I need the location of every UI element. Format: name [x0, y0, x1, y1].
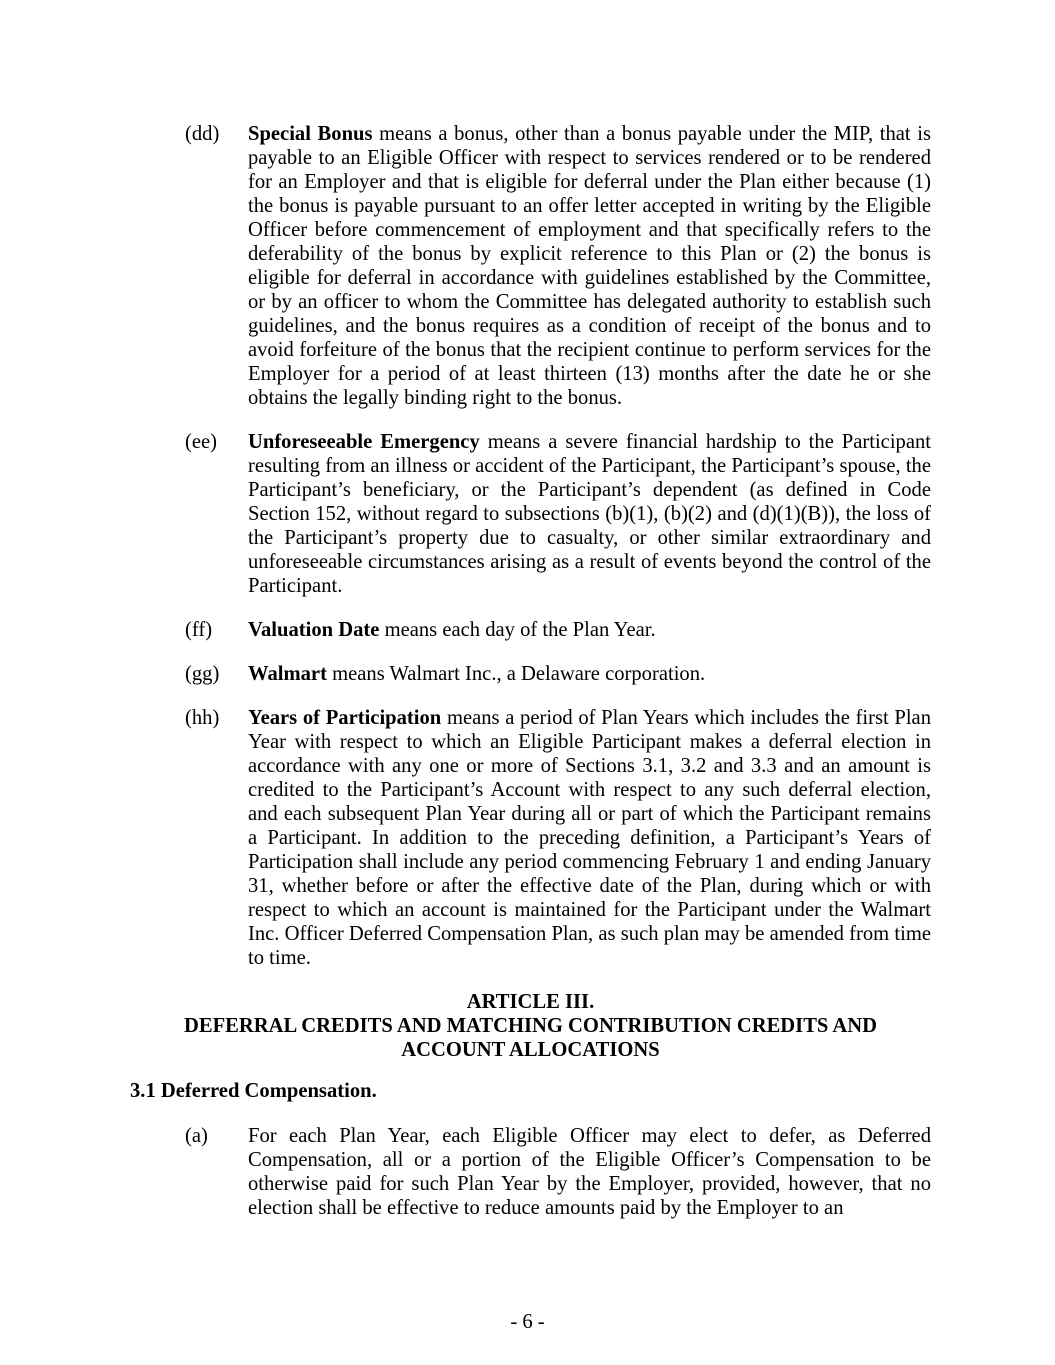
definition-label: (ee)	[185, 431, 217, 453]
section-heading: 3.1 Deferred Compensation.	[130, 1080, 377, 1102]
article-title: ARTICLE III.	[466, 991, 595, 1013]
definition-item-gg	[130, 662, 931, 686]
page-number: - 6 -	[510, 1311, 545, 1333]
list-item-a	[130, 1124, 931, 1220]
definition-body: means Walmart Inc., a Delaware corporation.	[332, 663, 706, 685]
definition-item-ee	[130, 430, 931, 598]
definition-term: Valuation Date	[248, 619, 380, 641]
definition-term: Walmart	[248, 663, 327, 685]
list-item-text: For each Plan Year, each Eligible Officer may elect to defer, as Deferred Compensation, all or a portion of the Eligible Officer’s Compensation to be otherwise paid for such Plan Year by the Employer, provided, however, that no election shall be effective to reduce amounts paid by the Employer to an	[248, 1125, 931, 1219]
definition-body: means each day of the Plan Year.	[384, 619, 656, 641]
article-heading	[130, 990, 931, 1062]
definition-term: Unforeseeable Emergency	[248, 431, 480, 453]
article-subtitle-line-1: DEFERRAL CREDITS AND MATCHING CONTRIBUTION CREDITS AND	[183, 1015, 878, 1037]
definition-term: Special Bonus	[248, 123, 373, 145]
definition-body: means a period of Plan Years which includes the first Plan Year with respect to which an Eligible Participant makes a deferral election in accordance with any one or more of Sections 3.1, 3.2 and 3.3 and an amount is credited to the Participant’s Account with respect to any such deferral election, and each subsequent Plan Year during all or part of which the Participant remains a Participant. In addition to the preceding definition, a Participant’s Years of Participation shall include any period commencing February 1 and ending January 31, whether before or after the effective date of the Plan, during which or with respect to which an account is maintained for the Participant under the Walmart Inc. Officer Deferred Compensation Plan, as such plan may be amended from time to time.	[248, 707, 931, 969]
definition-text	[248, 662, 931, 686]
definition-body: means a bonus, other than a bonus payable under the MIP, that is payable to an Eligible Officer with respect to services rendered or to be rendered for an Employer and that is eligible for deferral under the Plan either because (1) the bonus is payable pursuant to an offer letter accepted in writing by the Eligible Officer before commencement of employment and that specifically refers to the deferability of the bonus by explicit reference to this Plan or (2) the bonus is eligible for deferral in accordance with guidelines established by the Committee, or by an officer to whom the Committee has delegated authority to establish such guidelines, and the bonus requires as a condition of receipt of the bonus and to avoid forfeiture of the bonus that the recipient continue to perform services for the Employer for a period of at least thirteen (13) months after the date he or she obtains the legally binding right to the bonus.	[248, 123, 931, 409]
article-subtitle-line-2: ACCOUNT ALLOCATIONS	[401, 1039, 660, 1061]
definition-label: (ff)	[185, 619, 213, 641]
definition-label: (dd)	[185, 123, 220, 145]
definition-item-hh	[130, 706, 931, 970]
definition-label: (hh)	[185, 707, 220, 729]
definition-body: means a severe financial hardship to the Participant resulting from an illness or accident of the Participant, the Participant’s spouse, the Participant’s beneficiary, or the Participant’s dependent (as defined in Code Section 152, without regard to subsections (b)(1), (b)(2) and (d)(1)(B)), the loss of the Participant’s property due to casualty, or other similar extraordinary and unforeseeable circumstances arising as a result of events beyond the control of the Participant.	[248, 431, 931, 597]
definition-item-dd	[130, 122, 931, 410]
list-item-label: (a)	[185, 1125, 208, 1147]
page-content	[130, 122, 931, 1240]
definition-term: Years of Participation	[248, 707, 442, 729]
definition-text	[248, 430, 931, 598]
definition-text	[248, 618, 931, 642]
definition-label: (gg)	[185, 663, 220, 685]
definition-item-ff	[130, 618, 931, 642]
definition-text	[248, 706, 931, 970]
definition-text	[248, 122, 931, 410]
